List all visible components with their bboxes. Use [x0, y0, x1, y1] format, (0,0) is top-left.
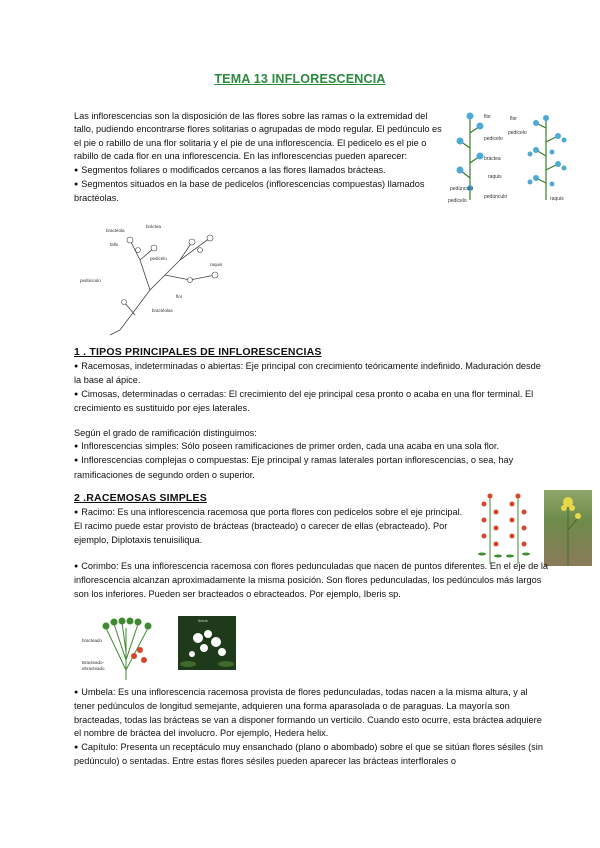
- intro-bullet-2: ● Segmentos situados en la base de pedicelos (inflorescencias compuestas) llamados bractéolas.: [74, 178, 446, 206]
- section1-bullet-racemosas: ● Racemosas, indeterminadas o abiertas: Eje principal con crecimiento teóricamente indefinido. Maduración desde la base al ápice.: [74, 360, 550, 388]
- corimbo-text: ● Corimbo: Es una inflorescencia racemosa con flores pedunculadas que nacen de puntos diferentes. En el eje de la inflorescencia alcanzan aproximadamente la misma posición. Son flores pedunculadas, los pedúnculos más largos son los inferiores. Pueden ser bracteados o ebracteados. Por ejemplo, Iberis sp.: [74, 560, 550, 601]
- label-pedunculo-2: pedúnculo: [484, 194, 508, 200]
- branch-label-flor: flor: [176, 294, 183, 299]
- page-title: TEMA 13 INFLORESCENCIA: [214, 72, 386, 86]
- section1-lead: Según el grado de ramificación distinguimos:: [74, 427, 257, 438]
- branch-label-bracteola: bractéola: [106, 228, 125, 233]
- umbela-capitulo-block: [74, 686, 550, 768]
- corimbo-drawing: [82, 612, 174, 682]
- branch-label-bractea: bráctea: [146, 224, 162, 229]
- intro-bullet-1: ● Segmentos foliares o modificados cercanos a las flores llamados brácteas.: [74, 164, 446, 178]
- label-pedicelo-3: pedicelo: [448, 198, 467, 204]
- section1-bullet-compuestas: ● Inflorescencias complejas o compuestas: Eje principal y ramas laterales portan inflorescencias, o sea, hay ramificaciones de segundo orden o superior.: [74, 454, 550, 482]
- racimo-drawing: [474, 490, 540, 566]
- label-pedicelo-2: pedicelo: [508, 130, 527, 136]
- label-bractea: bráctea: [484, 156, 501, 162]
- umbela-text: ● Umbela: Es una inflorescencia racemosa provista de flores pedunculadas, todas nacen a la misma altura, y al tener pedúnculos de longitud semejante, adquieren una forma aparasolada o de paraguas. La mayoría son bracteadas, todas las brácteas se van a disponer formando un verticilo. Cuando esto ocurre, esta bráctea adquiere el nombre de bráctea del involucro. Por ejemplo, Hedera helix.: [74, 686, 550, 741]
- branch-label-pedicelo: pedicelo: [150, 256, 167, 261]
- corimbo-label-bracteado-2: Bracteado-: [82, 660, 105, 665]
- label-flor: flor: [484, 114, 491, 120]
- inflorescence-parts-diagram: [448, 108, 580, 204]
- corimbo-photo-label: Iberis: [198, 618, 208, 623]
- corimbo-photo: [178, 616, 236, 670]
- label-pedicelo: pedicelo: [484, 136, 503, 142]
- label-pedunculo: pedúnculo: [450, 186, 474, 192]
- branch-label-pedunculo: pedúnculo: [80, 278, 101, 283]
- section1-bullet-simples: ● Inflorescencias simples: Sólo poseen ramificaciones de primer orden, cada una acaba en una sola flor.: [74, 440, 550, 454]
- branch-label-bracteolas: bractéolas: [152, 308, 173, 313]
- section1-bullet-cimosas: ● Cimosas, determinadas o cerradas: El crecimiento del eje principal cesa pronto o acaba en una flor terminal. El crecimiento es sustituido por ejes laterales.: [74, 388, 550, 416]
- label-flor-2: flor: [510, 116, 517, 122]
- section1-heading: 1 . TIPOS PRINCIPALES DE INFLORESCENCIAS: [74, 346, 322, 358]
- racimo-block: [74, 506, 464, 547]
- branch-label-tallo: tallo: [110, 242, 119, 247]
- racimo-text: ● Racimo: Es una inflorescencia racemosa que porta flores con pedicelos sobre el eje principal. El racimo puede estar provisto de brácteas (bracteado) o carecer de ellas (ebracteado). Por ejemplo, Diplotaxis tenuisiliqua.: [74, 506, 464, 547]
- corimbo-label-ebracteado: ebracteado: [82, 666, 105, 671]
- capitulo-text: ● Capítulo: Presenta un receptáculo muy ensanchado (plano o abombado) sobre el que se sitúan flores sésiles (sin pedúnculo) o sentadas. Entre estas flores sésiles pueden aparecer las brácteas interflorales o: [74, 741, 550, 769]
- intro-block: [74, 110, 446, 206]
- label-raquis: raquis: [488, 174, 502, 180]
- section2-heading: 2 .RACEMOSAS SIMPLES: [74, 492, 207, 504]
- branch-label-raquis: raquis: [210, 262, 223, 267]
- intro-text: Las inflorescencias son la disposición de las flores sobre las ramas o la extremidad del tallo, pudiendo encontrarse flores solitarias o agrupadas de modo regular. El pedúnculo es el pie o rabillo de una flor solitaria y el pie de una inflorescencia. El pedicelo es el pie o rabillo de cada flor en una inflorescencia. En las inflorescencias pueden aparecer:: [74, 111, 442, 162]
- racimo-photo: [544, 490, 592, 566]
- branch-drawing: [80, 220, 250, 338]
- corimbo-block: [74, 560, 550, 601]
- label-raquis-2: raquis: [550, 196, 564, 202]
- section1-body: [74, 360, 550, 482]
- corimbo-label-bracteado: bracteado: [82, 638, 103, 643]
